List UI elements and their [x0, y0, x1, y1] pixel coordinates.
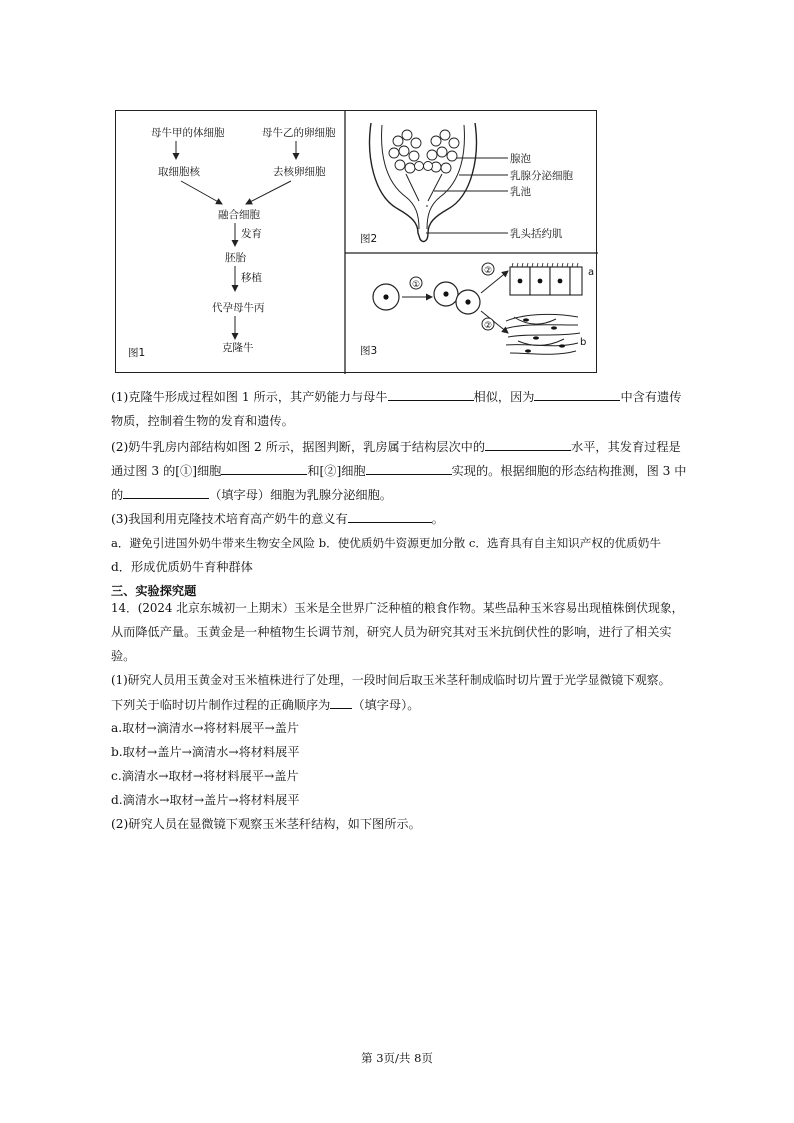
- answer-blank[interactable]: [123, 486, 209, 499]
- fig1-clone: 克隆牛: [222, 342, 254, 354]
- figure-svg: [116, 111, 598, 374]
- fig3-step2-upper: ②: [484, 266, 493, 276]
- figure-panel: [115, 110, 597, 373]
- answer-blank[interactable]: [534, 388, 620, 401]
- q13-part2-line1: (2)奶牛乳房内部结构如图 2 所示，据图判断，乳房属于结构层次中的 水平，其发育过程是: [111, 440, 681, 454]
- q14-option-c: c.滴清水→取材→将材料展平→盖片: [111, 769, 299, 783]
- fig1-flowchart: [128, 126, 336, 359]
- fig3-step2-lower: ②: [484, 321, 493, 331]
- fig2-part-2: 乳池: [510, 186, 531, 198]
- answer-blank[interactable]: [485, 438, 571, 451]
- q14-intro-line1: 14．(2024 北京东城初一上期末）玉米是全世界广泛种植的粮食作物。某些品种玉米容易出现植株倒伏现象，: [111, 601, 684, 615]
- fig1-step-a: 取细胞核: [158, 166, 200, 178]
- q13-part1-line1: (1)克隆牛形成过程如图 1 所示，其产奶能力与母牛 相似，因为 中含有遗传: [111, 390, 682, 404]
- q14-part2-line: (2)研究人员在显微镜下观察玉米茎秆结构，如下图所示。: [111, 817, 421, 831]
- q13-part2-line2: 通过图 3 的[①]细胞 和[②]细胞 实现的。根据细胞的形态结构推测，图 3 中: [111, 464, 687, 478]
- fig1-fusion: 融合细胞: [218, 209, 260, 221]
- fig1-source-a: 母牛甲的体细胞: [151, 127, 225, 139]
- fig2-part-1: 乳腺分泌细胞: [510, 170, 573, 182]
- fig1-surrogate: 代孕母牛丙: [212, 302, 265, 314]
- fig3-step1: ①: [412, 280, 421, 290]
- answer-blank[interactable]: [221, 462, 307, 475]
- fig2-part-0: 腺泡: [510, 153, 531, 165]
- fig1-label: 图1: [128, 347, 146, 359]
- fig2-label: 图2: [360, 233, 378, 245]
- q13-options-line2: d．形成优质奶牛育种群体: [111, 560, 253, 574]
- fig2-part-3: 乳头括约肌: [510, 228, 563, 240]
- q14-intro-line2: 从而降低产量。玉黄金是一种植物生长调节剂，研究人员为研究其对玉米抗倒伏性的影响，进行了相关实: [111, 625, 672, 639]
- fig3-label: 图3: [360, 345, 378, 357]
- fig1-embryo: 胚胎: [225, 252, 246, 264]
- q13-part1-line2: 物质，控制着生物的发育和遗传。: [111, 414, 294, 428]
- fig1-source-b: 母牛乙的卵细胞: [262, 127, 336, 139]
- fig3-type-a: a: [588, 267, 595, 278]
- q14-part1-line1: (1)研究人员用玉黄金对玉米植株进行了处理，一段时间后取玉米茎秆制成临时切片置于光学显微镜下观察。: [111, 673, 671, 687]
- fig3-cell-diagram: [360, 263, 594, 357]
- answer-blank[interactable]: [330, 696, 352, 709]
- q13-part3-line: (3)我国利用克隆技术培育高产奶牛的意义有 。: [111, 512, 444, 526]
- answer-blank[interactable]: [388, 388, 474, 401]
- q14-part1-line2: 下列关于临时切片制作过程的正确顺序为 （填字母）。: [111, 698, 420, 712]
- q14-option-a: a.取材→滴清水→将材料展平→盖片: [111, 721, 300, 735]
- q13-options-line1: a．避免引进国外奶牛带来生物安全风险 b．使优质奶牛资源更加分散 c．选育具有自主知识产权的优质奶牛: [111, 536, 661, 550]
- q14-option-d: d.滴清水→取材→盖片→将材料展平: [111, 793, 300, 807]
- fig2-udder-diagram: [360, 123, 573, 245]
- q13-part2-line3: 的 （填字母）细胞为乳腺分泌细胞。: [111, 488, 392, 502]
- fig1-step-b: 去核卵细胞: [273, 166, 326, 178]
- page-number: 第 3页/共 8页: [361, 1051, 433, 1065]
- answer-blank[interactable]: [348, 510, 432, 523]
- fig1-transplant: 移植: [241, 272, 262, 284]
- fig1-develop: 发育: [241, 228, 262, 240]
- fig3-type-b: b: [580, 337, 587, 348]
- q14-option-b: b.取材→盖片→滴清水→将材料展平: [111, 745, 300, 759]
- section-heading: 三、实验探究题: [111, 584, 197, 598]
- q14-intro-line3: 验。: [111, 649, 136, 663]
- answer-blank[interactable]: [366, 462, 452, 475]
